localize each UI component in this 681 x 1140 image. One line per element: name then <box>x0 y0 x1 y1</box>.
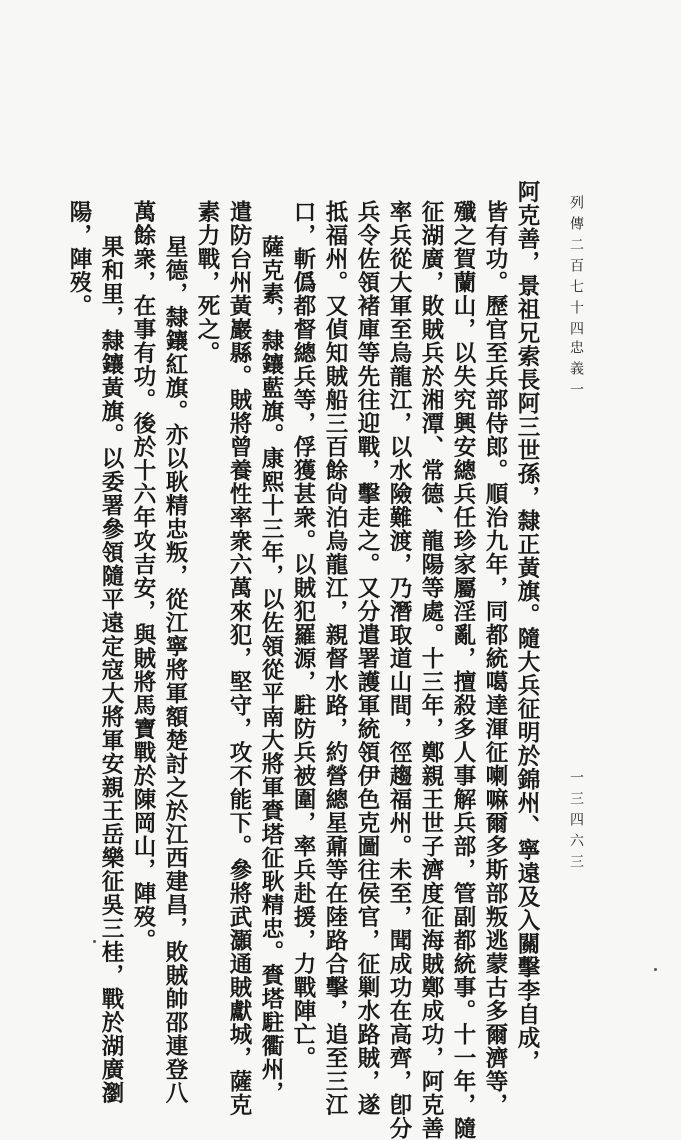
text-column-12: 星德，隸鑲紅旗。亦以耿精忠叛，從江寧將軍額楚討之於江西建昌，敗賊帥邵連登八 <box>162 235 188 1105</box>
print-speck <box>93 940 96 943</box>
text-column-8: 口，斬僞都督總兵等，俘獲甚衆。以賊犯羅源，駐防兵被圍，率兵赴援，力戰陣亡。 <box>290 200 316 1070</box>
running-head-section: 列傳二百七十四 <box>568 195 584 342</box>
text-column-15: 陽，陣歿。 <box>66 200 92 318</box>
text-column-13: 萬餘衆，在事有功。後於十六年攻吉安，與賊將馬寶戰於陳岡山，陣歿。 <box>130 200 156 952</box>
text-column-2: 皆有功。歷官至兵部侍郎。順治九年，同都統噶達渾征喇嘛爾多斯部叛逃蒙古多爾濟等， <box>482 200 508 1117</box>
text-column-4: 征湖廣，敗賊兵於湘潭、常德、龍陽等處。十三年，鄭親王世子濟度征海賊鄭成功，阿克善 <box>418 200 444 1140</box>
text-column-7: 抵福州。又偵知賊船三百餘尙泊烏龍江，親督水路，約營總星鼐等在陸路合擊，追至三江 <box>322 200 348 1117</box>
text-column-1: 阿克善，景祖兄索長阿三世孫，隸正黃旗。隨大兵征明於錦州、寧遠及入關擊李自成， <box>514 180 540 1073</box>
text-column-3: 殲之賀蘭山，以失究興安總兵任珍家屬淫亂，擅殺多人事解兵部，管副都統事。十一年，隨 <box>450 200 476 1140</box>
text-column-10: 遣防台州黃巖縣。賊將曾養性率衆六萬來犯，堅守，攻不能下。參將武灝通賊獻城，薩克 <box>226 200 252 1117</box>
text-column-9: 薩克素，隸鑲藍旗。康熙十三年，以佐領從平南大將軍賚塔征耿精忠。賚塔駐衢州， <box>258 235 284 1105</box>
text-column-11: 素力戰，死之。 <box>194 200 220 365</box>
text-column-14: 果和里，隸鑲黃旗。以委署參領隨平遠定寇大將軍安親王岳樂征吳三桂，戰於湖廣瀏 <box>98 235 124 1105</box>
print-speck <box>654 968 657 971</box>
page-number: 一三四六三 <box>568 770 584 875</box>
running-head-chapter: 忠義一 <box>568 340 584 403</box>
text-column-6: 兵令佐領褚庫等先往迎戰，擊走之。又分遣署護軍統領伊色克圖往侯官，征剿水路賊，遂 <box>354 200 380 1117</box>
text-column-5: 率兵從大軍至烏龍江，以水險難渡，乃潛取道山間，徑趨福州。未至，聞成功在高齊，卽分 <box>386 200 412 1140</box>
